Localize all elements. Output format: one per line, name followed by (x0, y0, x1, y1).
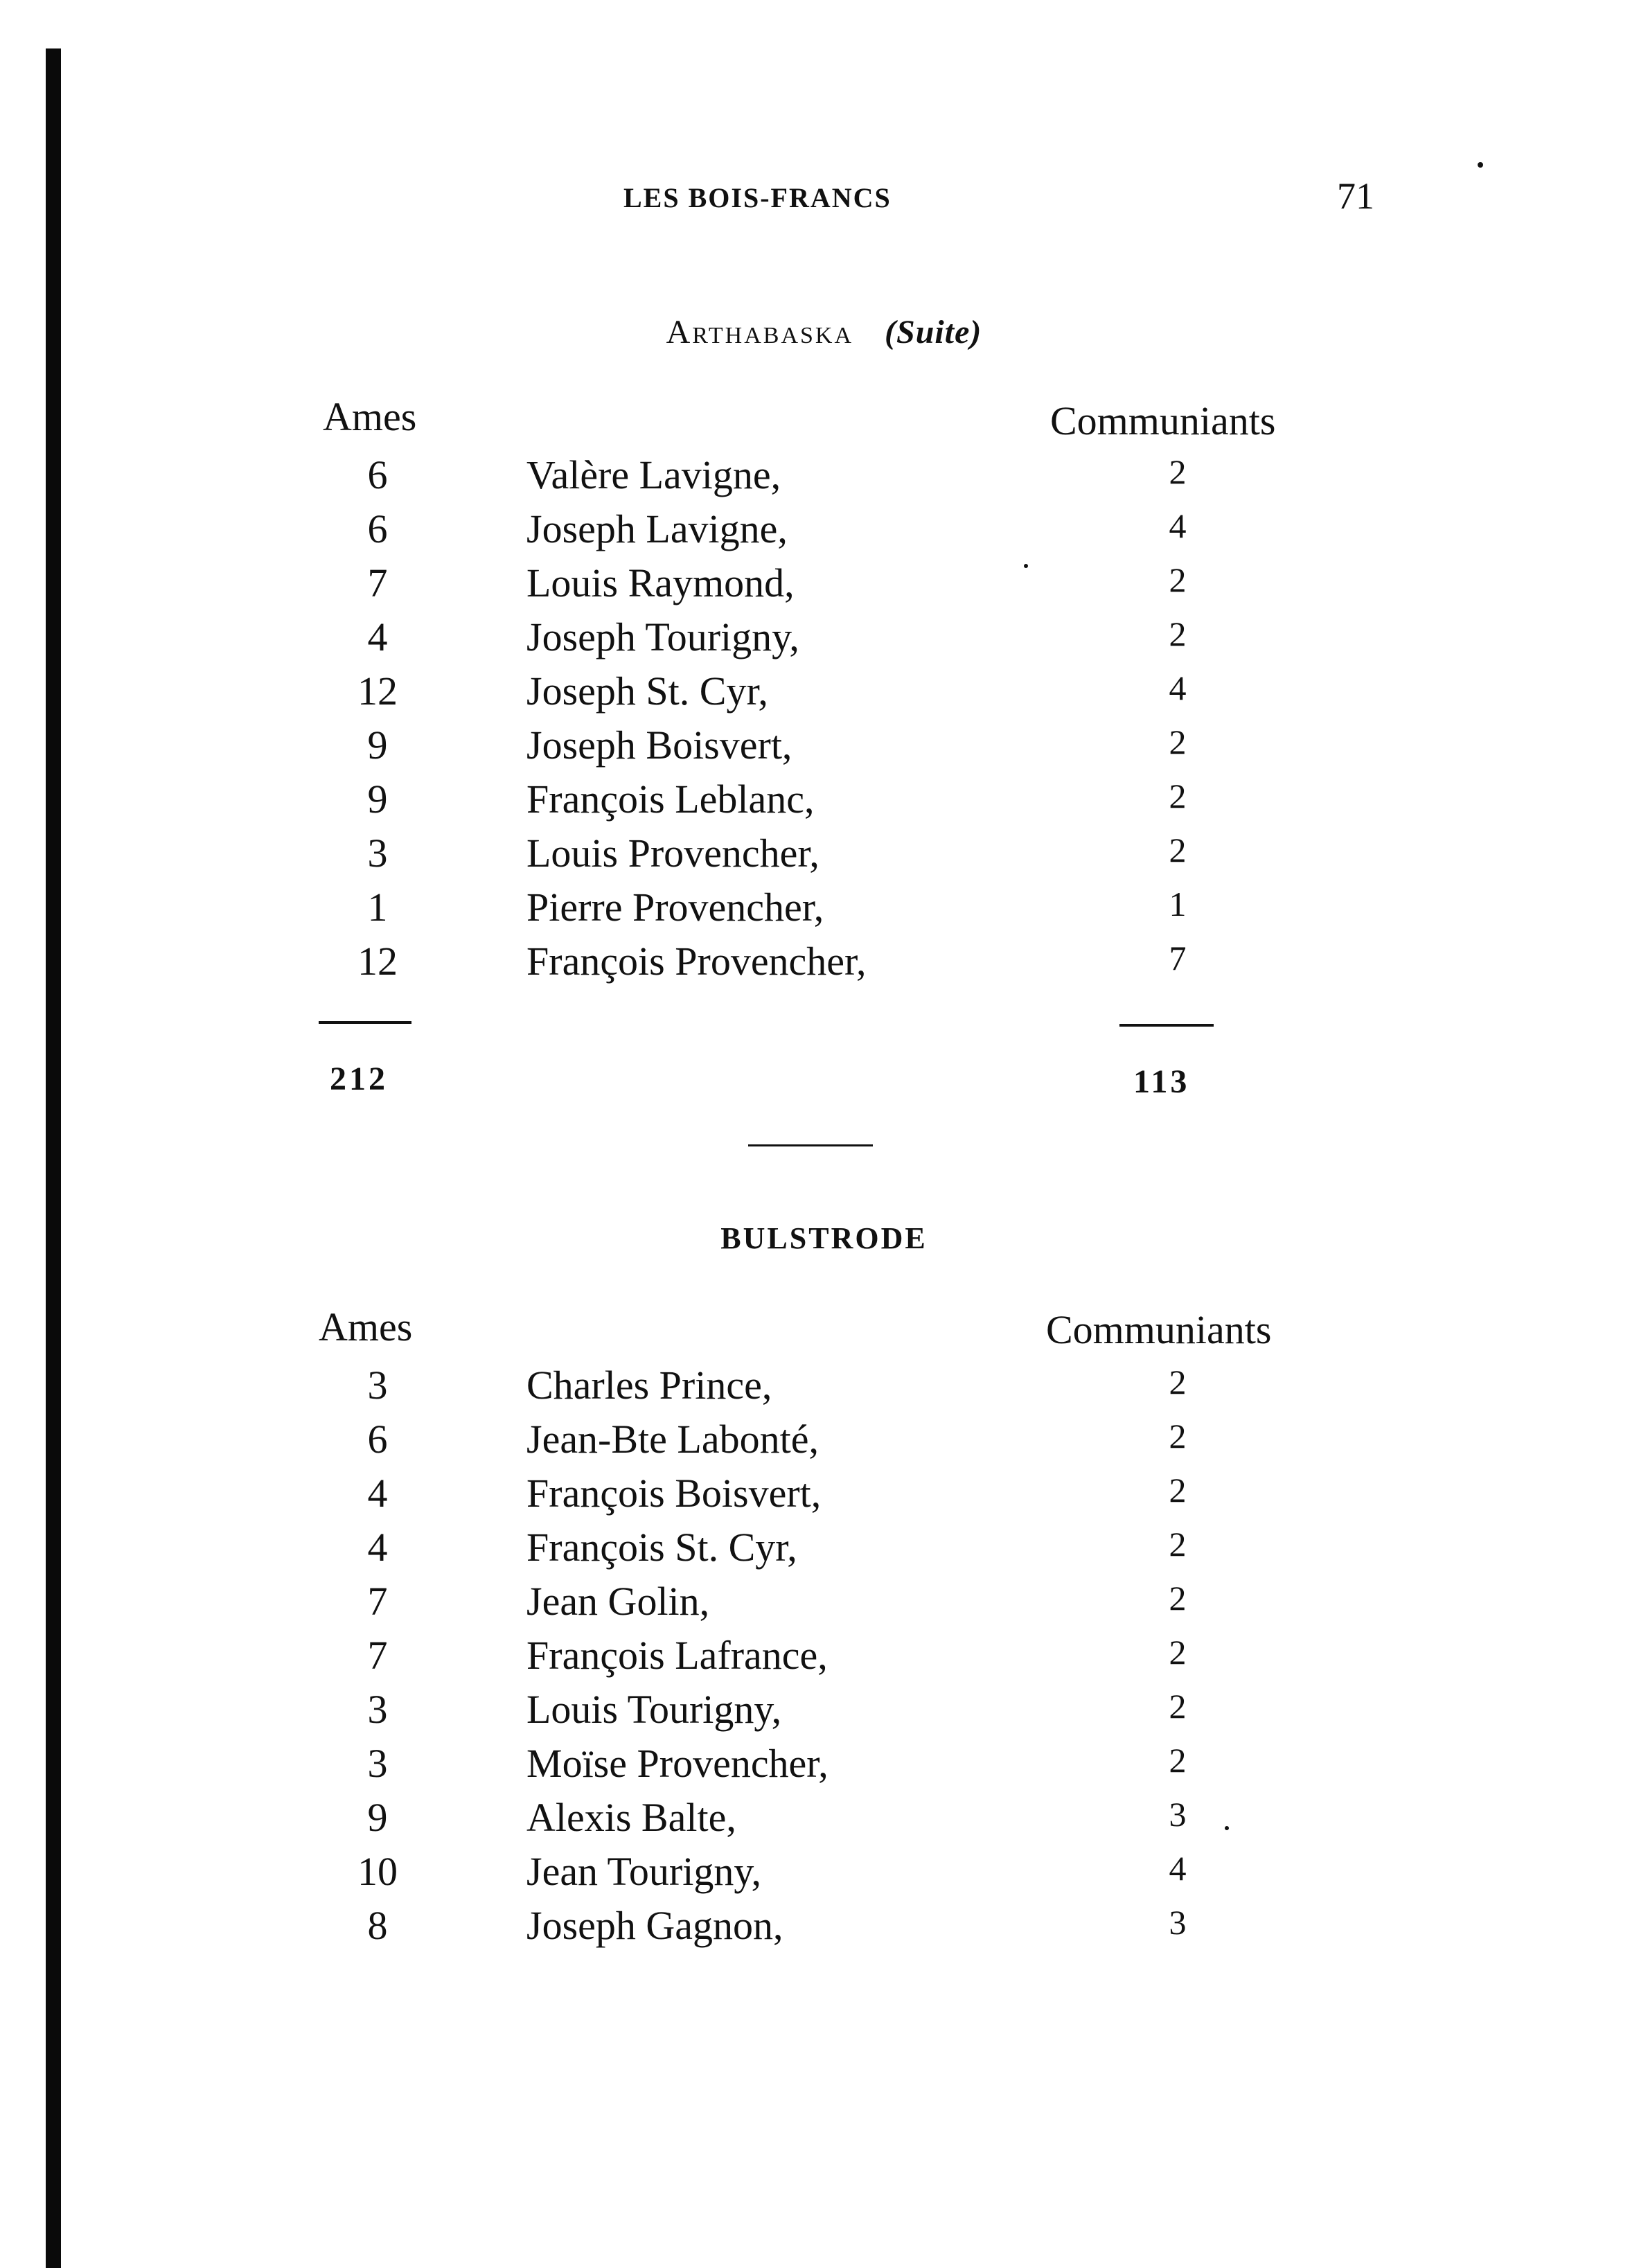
ames-cell: 3 (367, 1741, 388, 1786)
total-rule-communiants (1119, 1024, 1214, 1027)
communiants-cell: 3 (1169, 1795, 1187, 1834)
table-row (0, 506, 1648, 560)
total-communiants: 113 (1133, 1063, 1190, 1100)
ames-cell: 9 (367, 1795, 388, 1840)
table-row (0, 560, 1648, 614)
name-cell: Moïse Provencher, (526, 1741, 829, 1786)
total-rule-ames (319, 1021, 411, 1024)
table-row (0, 1362, 1648, 1416)
communiants-cell: 2 (1169, 831, 1187, 869)
name-cell: Louis Tourigny, (526, 1687, 782, 1732)
ames-cell: 9 (367, 723, 388, 768)
communiants-cell: 4 (1169, 506, 1187, 545)
table-row (0, 1902, 1648, 1956)
name-cell: François Leblanc, (526, 777, 815, 822)
table-row (0, 1524, 1648, 1578)
communiants-cell: 2 (1169, 1525, 1187, 1563)
table-row (0, 668, 1648, 722)
ames-cell: 7 (367, 1579, 388, 1624)
name-cell: Alexis Balte, (526, 1795, 736, 1840)
name-cell: Louis Raymond, (526, 560, 795, 605)
name-cell: François Lafrance, (526, 1633, 828, 1678)
communiants-cell: 2 (1169, 1363, 1187, 1401)
communiants-cell: 2 (1169, 452, 1187, 491)
communiants-cell: 4 (1169, 668, 1187, 707)
name-cell: François Provencher, (526, 939, 867, 984)
page-number: 71 (1337, 175, 1374, 217)
arthabaska-table (0, 452, 1648, 992)
table-row (0, 884, 1648, 938)
ames-cell: 1 (367, 885, 388, 930)
ames-cell: 4 (367, 1525, 388, 1570)
bulstrode-table (0, 1362, 1648, 1956)
table-row (0, 1416, 1648, 1470)
table-row (0, 1848, 1648, 1902)
name-cell: Joseph Tourigny, (526, 614, 799, 659)
name-cell: Jean Tourigny, (526, 1849, 762, 1894)
column-header-communiants: Communiants (1050, 398, 1276, 443)
communiants-cell: 2 (1169, 614, 1187, 653)
communiants-cell: 2 (1169, 1579, 1187, 1618)
communiants-cell: 2 (1169, 723, 1187, 761)
table-row (0, 1578, 1648, 1632)
ames-cell: 6 (367, 452, 388, 497)
ames-cell: 3 (367, 1687, 388, 1732)
ames-cell: 10 (357, 1849, 398, 1894)
table-row (0, 938, 1648, 992)
ames-cell: 8 (367, 1903, 388, 1948)
table-row (0, 722, 1648, 776)
section-title-suffix: (Suite) (885, 314, 982, 351)
name-cell: Joseph St. Cyr, (526, 668, 768, 714)
ames-cell: 9 (367, 777, 388, 822)
table-row (0, 614, 1648, 668)
ames-cell: 6 (367, 1417, 388, 1462)
name-cell: Joseph Boisvert, (526, 723, 792, 768)
column-header-ames: Ames (319, 1304, 413, 1349)
name-cell: Joseph Lavigne, (526, 506, 788, 551)
ames-cell: 7 (367, 560, 388, 605)
table-row (0, 452, 1648, 506)
ames-cell: 6 (367, 506, 388, 551)
name-cell: Valère Lavigne, (526, 452, 781, 497)
table-row (0, 776, 1648, 830)
communiants-cell: 2 (1169, 1741, 1187, 1780)
section-title-arthabaska (0, 313, 1648, 351)
name-cell: Louis Provencher, (526, 831, 819, 876)
communiants-cell: 2 (1169, 560, 1187, 599)
communiants-cell: 3 (1169, 1903, 1187, 1942)
ames-cell: 12 (357, 939, 398, 984)
table-row (0, 830, 1648, 884)
section-title-main: Arthabaska (666, 314, 854, 351)
name-cell: Jean Golin, (526, 1579, 710, 1624)
name-cell: François Boisvert, (526, 1471, 822, 1516)
table-row (0, 1632, 1648, 1686)
section-title-bulstrode: BULSTRODE (720, 1221, 928, 1255)
total-ames: 212 (330, 1061, 388, 1097)
ames-cell: 3 (367, 1363, 388, 1408)
communiants-cell: 2 (1169, 1633, 1187, 1672)
ames-cell: 12 (357, 668, 398, 714)
ames-cell: 7 (367, 1633, 388, 1678)
communiants-cell: 2 (1169, 1471, 1187, 1509)
ames-cell: 3 (367, 831, 388, 876)
name-cell: Pierre Provencher, (526, 885, 824, 930)
section-divider (748, 1144, 873, 1146)
ames-cell: 4 (367, 614, 388, 659)
table-row (0, 1470, 1648, 1524)
ames-cell: 4 (367, 1471, 388, 1516)
name-cell: Joseph Gagnon, (526, 1903, 783, 1948)
column-header-ames: Ames (323, 394, 417, 439)
table-row (0, 1794, 1648, 1848)
name-cell: Jean-Bte Labonté, (526, 1417, 819, 1462)
table-row (0, 1740, 1648, 1794)
ink-speck (1478, 162, 1483, 168)
communiants-cell: 2 (1169, 1687, 1187, 1726)
communiants-cell: 2 (1169, 777, 1187, 815)
communiants-cell: 1 (1169, 885, 1187, 923)
running-head: LES BOIS-FRANCS (623, 182, 892, 213)
communiants-cell: 2 (1169, 1417, 1187, 1455)
name-cell: François St. Cyr, (526, 1525, 797, 1570)
name-cell: Charles Prince, (526, 1363, 772, 1408)
communiants-cell: 7 (1169, 939, 1187, 977)
column-header-communiants: Communiants (1046, 1307, 1272, 1352)
table-row (0, 1686, 1648, 1740)
communiants-cell: 4 (1169, 1849, 1187, 1888)
